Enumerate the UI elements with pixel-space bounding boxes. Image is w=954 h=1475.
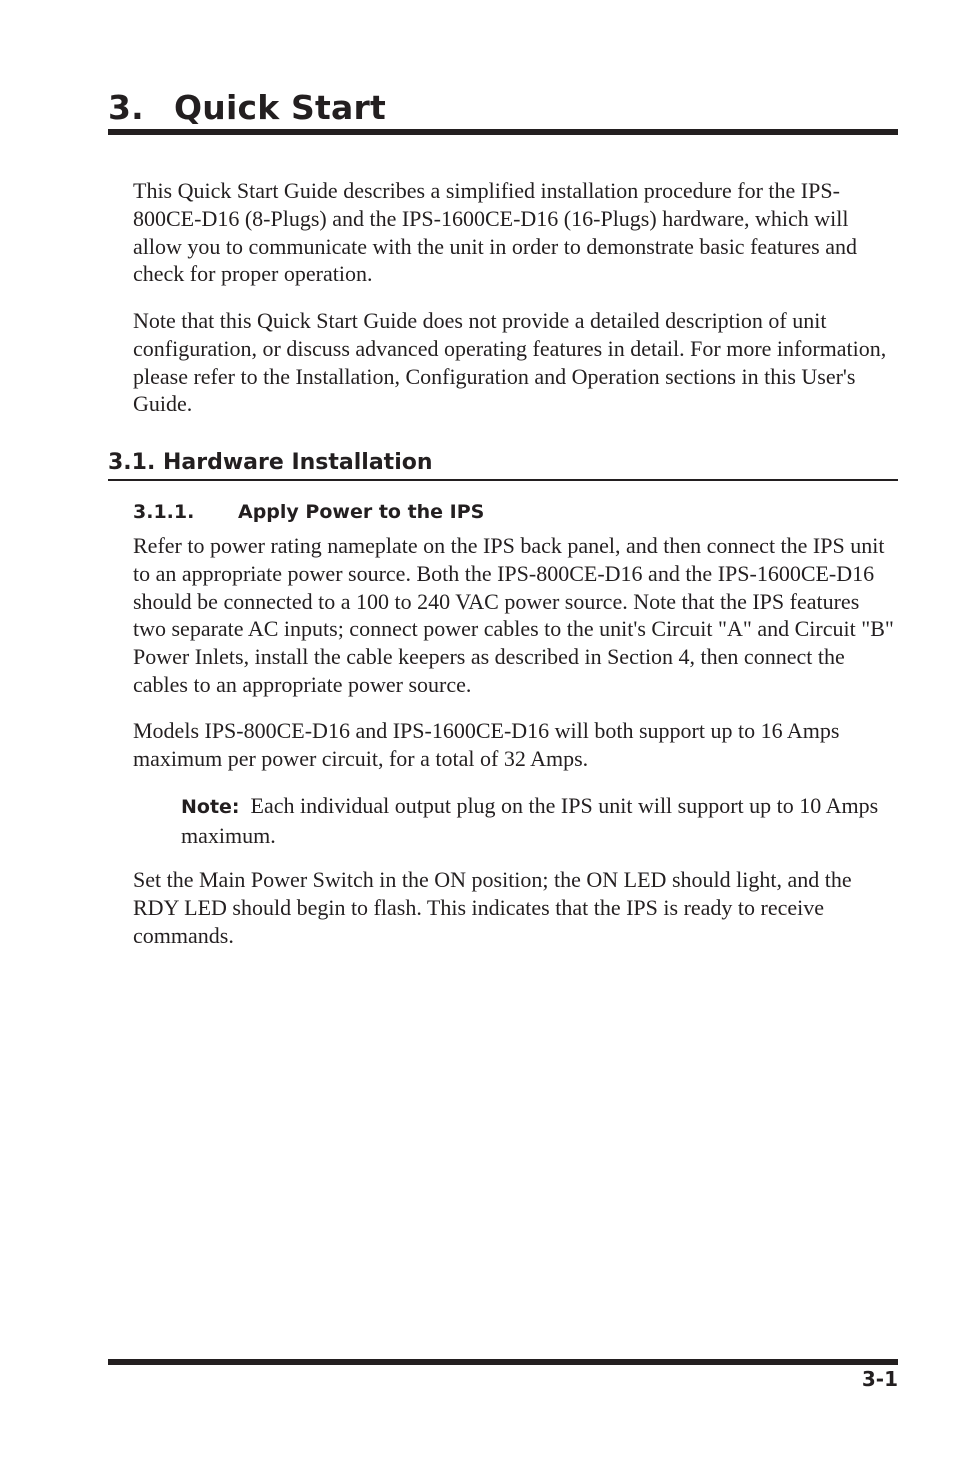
chapter-title-rule	[108, 129, 898, 135]
section-title-rule	[108, 479, 898, 481]
chapter-title-text: Quick Start	[174, 88, 386, 127]
note-block	[181, 792, 881, 850]
note-text: Each individual output plug on the IPS unit will support up to 10 Amps maximum.	[181, 793, 879, 848]
subsection-paragraph-3: Set the Main Power Switch in the ON position; the ON LED should light, and the RDY LED should begin to flash. This indicates that the IPS is ready to receive commands.	[133, 867, 852, 948]
subsection-paragraph-1: Refer to power rating nameplate on the IPS back panel, and then connect the IPS unit to an appropriate power source. Both the IPS-800CE-D16 and the IPS-1600CE-D16 should be connected to a 100 to 240 VAC power source. Note that the IPS features two separate AC inputs; connect power cables to the unit's Circuit "A" and Circuit "B" Power Inlets, install the cable keepers as described in Section 4, then connect the cables to an appropriate power source.	[133, 533, 894, 697]
subsection-paragraph-2: Models IPS-800CE-D16 and IPS-1600CE-D16 will both support up to 16 Amps maximum per power circuit, for a total of 32 Amps.	[133, 718, 840, 771]
intro-paragraph-1: This Quick Start Guide describes a simplified installation procedure for the IPS-800CE-D16 (8-Plugs) and the IPS-1600CE-D16 (16-Plugs) hardware, which will allow you to communicate with the unit in order to demonstrate basic features and check for proper operation.	[133, 178, 857, 287]
intro-paragraph-2: Note that this Quick Start Guide does not provide a detailed description of unit configuration, or discuss advanced operating features in detail. For more information, please refer to the Installation, Configuration and Operation sections in this User's Guide.	[133, 308, 887, 417]
footer-rule	[108, 1359, 898, 1365]
note-label: Note:	[181, 796, 240, 818]
section-title: 3.1. Hardware Installation	[108, 450, 433, 475]
subsection-title-text: Apply Power to the IPS	[238, 501, 485, 523]
subsection-title	[133, 499, 893, 526]
chapter-title	[108, 88, 898, 128]
page-number: 3-1	[861, 1367, 898, 1391]
chapter-number: 3.	[108, 88, 144, 127]
subsection-number: 3.1.1.	[133, 501, 195, 523]
